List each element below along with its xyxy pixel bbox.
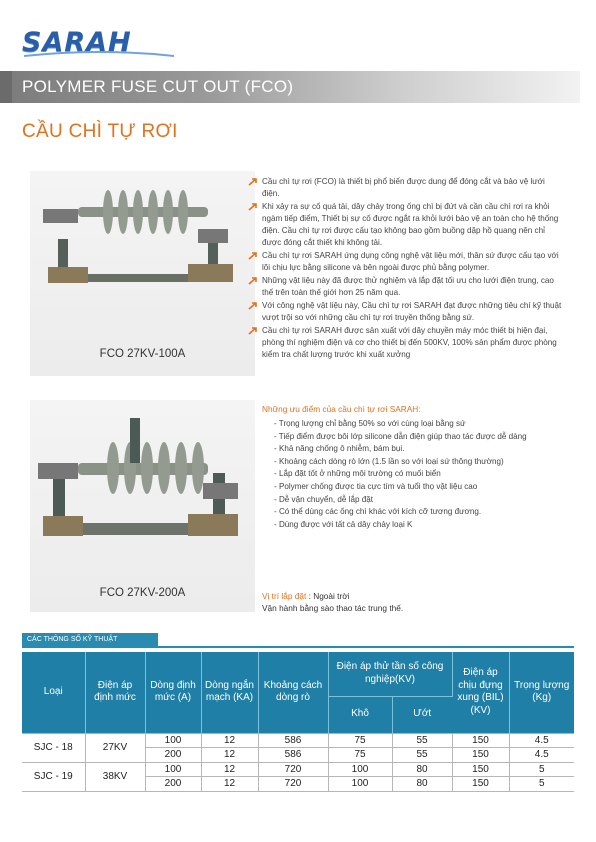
cell-wet: 80	[392, 777, 452, 792]
arrow-bullet-icon	[248, 177, 258, 187]
advantage-item: - Tiếp điểm được bôi lớp silicone dẫn điện giúp thao tác được dễ dàng	[274, 431, 527, 441]
cell-weight: 5	[509, 777, 574, 792]
header-rated-current: Dòng định mức (A)	[145, 652, 201, 733]
cell-type: SJC - 18	[22, 733, 85, 762]
description-item: Với công nghệ vật liệu này, Cầu chì tự rơi SARAH đạt được những tiêu chí kỹ thuật vượt trội so với những cầu chì tự rơi truyền thống bằng sứ.	[248, 300, 564, 324]
header-bil: Điện áp chịu đựng xung (BIL) (KV)	[452, 652, 509, 733]
product-caption: FCO 27KV-100A	[99, 348, 186, 360]
cell-current: 100	[145, 733, 201, 748]
cell-dry: 75	[328, 733, 392, 748]
cell-ka: 12	[201, 733, 258, 748]
installation-info	[262, 590, 403, 614]
installation-label: Vị trí lắp đặt	[262, 591, 307, 601]
cell-creepage: 586	[258, 733, 328, 748]
cell-current: 100	[145, 762, 201, 777]
advantage-item: - Trọng lượng chỉ bằng 50% so với cùng loại bằng sứ	[274, 419, 466, 428]
advantage-item: - Dễ vận chuyển, dễ lắp đặt	[274, 494, 373, 504]
header-type: Loại	[22, 652, 85, 733]
cell-ka: 12	[201, 748, 258, 763]
header-power-frequency: Điện áp thử tần số công nghiệp(KV)	[328, 652, 452, 696]
cell-bil: 150	[452, 762, 509, 777]
brand-logo	[22, 28, 132, 58]
arrow-bullet-icon	[248, 301, 258, 311]
cell-creepage: 720	[258, 762, 328, 777]
brand-logo-text: SARAH	[22, 27, 132, 58]
title-bar	[0, 71, 580, 103]
description-list	[248, 176, 564, 362]
header-creepage: Khoảng cách dòng rò	[258, 652, 328, 733]
cell-wet: 55	[392, 748, 452, 763]
cell-wet: 55	[392, 733, 452, 748]
product-photo-200a	[30, 400, 255, 612]
cell-ka: 12	[201, 762, 258, 777]
product-photo-100a	[30, 171, 255, 376]
installation-location	[262, 590, 403, 602]
cell-weight: 4.5	[509, 748, 574, 763]
cell-current: 200	[145, 777, 201, 792]
advantage-item: - Polymer chống được tia cực tím và tuổi thọ vật liệu cao	[274, 481, 478, 491]
specs-table	[22, 652, 574, 792]
header-short-circuit: Dòng ngắn mạch (KA)	[201, 652, 258, 733]
product-subtitle: CẦU CHÌ TỰ RƠI	[22, 121, 178, 142]
advantage-item: - Khoảng cách dòng rò lớn (1.5 lần so với loại sứ thông thường)	[274, 456, 504, 466]
table-row	[22, 762, 574, 777]
description-item: Cầu chì tự rơi (FCO) là thiết bị phổ biến được dung để đóng cắt và bảo vệ lưới điện.	[248, 176, 564, 200]
header-dry: Khô	[328, 696, 392, 733]
header-rated-voltage: Điện áp định mức	[85, 652, 145, 733]
fuse-cutout-illustration	[38, 179, 248, 339]
advantage-item: - Lắp đặt tốt ở những môi trường có muối biển	[274, 469, 441, 479]
installation-value: : Ngoài trời	[308, 591, 350, 601]
cell-bil: 150	[452, 748, 509, 763]
cell-weight: 4.5	[509, 733, 574, 748]
advantage-item: - Có thể dùng các ống chì khác với kích cỡ tương đương.	[274, 507, 482, 517]
arrow-bullet-icon	[248, 251, 258, 261]
arrow-bullet-icon	[248, 202, 258, 212]
cell-voltage: 27KV	[85, 733, 145, 762]
advantages-section	[262, 404, 572, 531]
cell-wet: 80	[392, 762, 452, 777]
advantages-title: Những ưu điểm của cầu chì tự rơi SARAH:	[262, 404, 421, 414]
arrow-bullet-icon	[248, 276, 258, 286]
header-weight: Trọng lượng (Kg)	[509, 652, 574, 733]
advantage-item: - Khả năng chống ô nhiễm, bám bụi.	[274, 444, 405, 454]
title-bar-accent	[0, 71, 12, 103]
cell-dry: 100	[328, 762, 392, 777]
fuse-cutout-illustration	[38, 408, 248, 578]
logo-swoosh-icon	[24, 50, 174, 60]
table-row	[22, 733, 574, 748]
advantage-item: - Dùng được với tất cả dây chảy loại K	[274, 519, 413, 529]
description-item: Những vật liệu này đã được thử nghiệm và lắp đặt tối ưu cho lưới điện trung, cao thế trên toàn thế giới hơn 25 năm qua.	[248, 275, 564, 299]
cell-current: 200	[145, 748, 201, 763]
header-wet: Ướt	[392, 696, 452, 733]
description-item: Cầu chì tự rơi SARAH được sản xuất với dây chuyền máy móc thiết bị hiện đại, phòng thí nghiệm điện và cơ cho thiết bị đến 500KV, 100% sản phẩm được phòng kiểm tra chất lượng trước khi xuất xưởng	[248, 325, 564, 361]
product-caption: FCO 27KV-200A	[99, 587, 186, 599]
cell-dry: 75	[328, 748, 392, 763]
specs-divider	[22, 646, 574, 648]
cell-weight: 5	[509, 762, 574, 777]
cell-ka: 12	[201, 777, 258, 792]
description-item: Cầu chì tự rơi SARAH ứng dụng công nghệ vật liệu mới, thân sứ được cấu tạo với lõi chịu lực bằng silicone và bên ngoài được phủ bằng polymer.	[248, 250, 564, 274]
operation-note: Vận hành bằng sào thao tác trung thế.	[262, 603, 404, 613]
cell-creepage: 720	[258, 777, 328, 792]
cell-dry: 100	[328, 777, 392, 792]
cell-voltage: 38KV	[85, 762, 145, 791]
cell-type: SJC - 19	[22, 762, 85, 791]
arrow-bullet-icon	[248, 326, 258, 336]
cell-creepage: 586	[258, 748, 328, 763]
page-title: POLYMER FUSE CUT OUT (FCO)	[22, 77, 294, 96]
cell-bil: 150	[452, 733, 509, 748]
description-item: Khi xảy ra sự cố quá tải, dây chảy trong ống chì bị đứt và cần cầu chì rơi ra khỏi ngàm tiếp điểm, Thiết bị sự cố được ngắt ra khỏi lưới bảo vệ an toàn cho hệ thống điện. Cầu chì tự rơi được cấu tạo không bao gồm buồng dập hồ quang nên chỉ được đóng cắt thiết khi không tải.	[248, 201, 564, 249]
cell-bil: 150	[452, 777, 509, 792]
specs-tab: CÁC THÔNG SỐ KỸ THUẬT	[22, 633, 158, 647]
